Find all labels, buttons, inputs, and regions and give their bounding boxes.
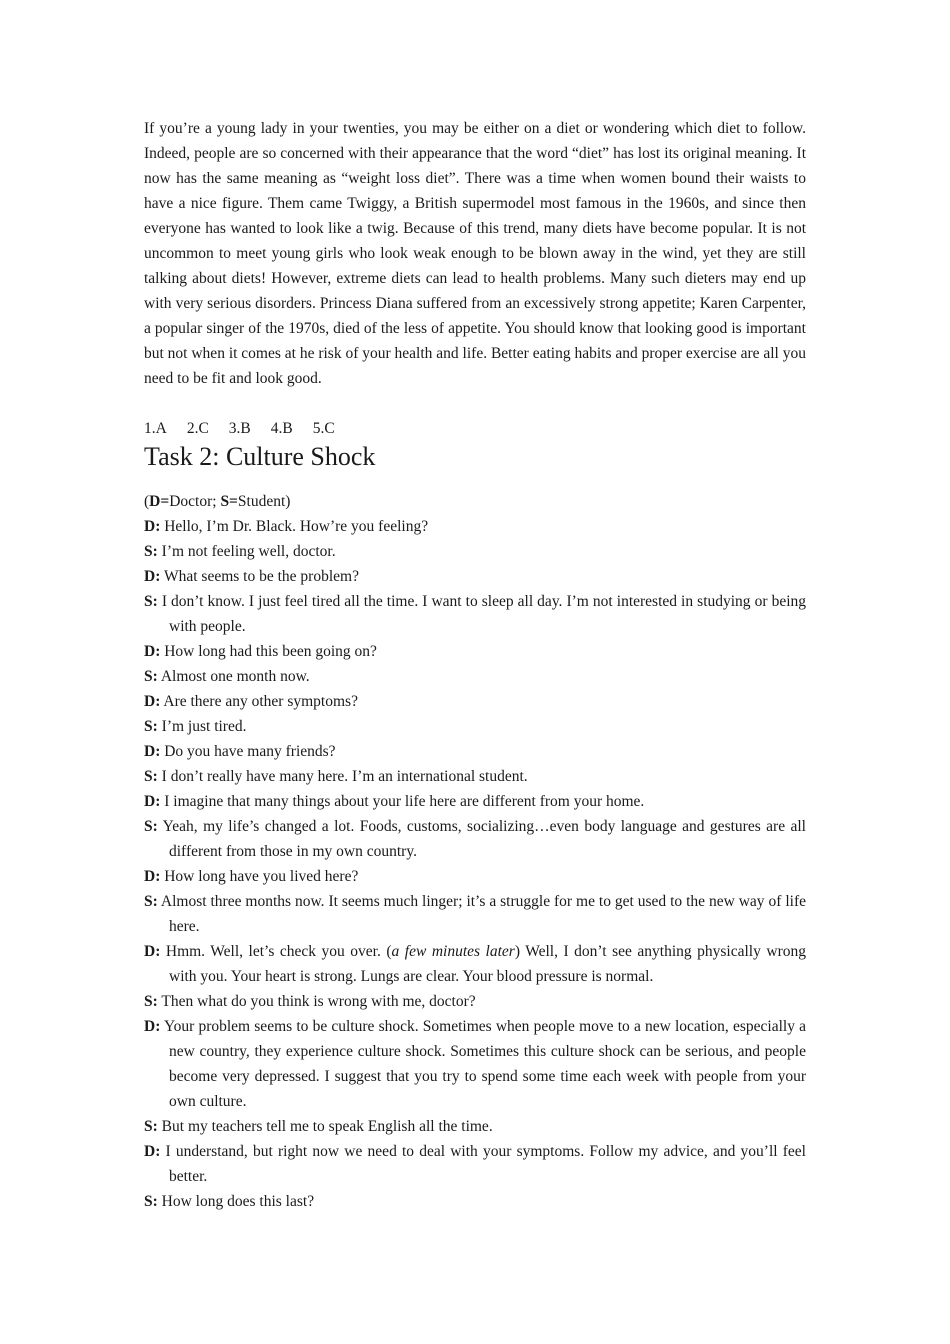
speaker-label: D: (144, 793, 161, 810)
task-heading: Task 2: Culture Shock (144, 442, 376, 471)
dialogue-line: S: I don’t really have many here. I’m an international student. (144, 768, 528, 785)
dialogue-line: S: Then what do you think is wrong with me, doctor? (144, 993, 476, 1010)
speaker-label: D: (144, 568, 161, 585)
dialogue-line: D: Your problem seems to be culture shock. Sometimes when people move to a new location, especially a new country, they experience culture shock. Sometimes this culture shock can be serious, and people become very depressed. I suggest that you try to spend some time each week with people from your own culture. (144, 1018, 806, 1110)
speaker-label: S: (144, 718, 158, 735)
speaker-label: D: (144, 643, 161, 660)
speaker-label: S: (144, 1118, 158, 1135)
dialogue-line: D: I imagine that many things about your life here are different from your home. (144, 793, 645, 810)
answer-key (144, 416, 355, 441)
speaker-label: S: (144, 993, 158, 1010)
dialogue-line: D: Hmm. Well, let’s check you over. (a few minutes later) Well, I don’t see anything physically wrong with you. Your heart is strong. Lungs are clear. Your blood pressure is normal. (144, 943, 806, 985)
answer-1: 1.A (144, 420, 167, 437)
speaker-label: S: (144, 1193, 158, 1210)
speaker-label: S: (144, 593, 158, 610)
speaker-label: S: (144, 893, 158, 910)
dialogue-line: D: Hello, I’m Dr. Black. How’re you feeling? (144, 518, 429, 535)
speaker-label: D: (144, 743, 161, 760)
dialogue-line: D: Do you have many friends? (144, 743, 336, 760)
answer-5: 5.C (312, 420, 335, 437)
dialogue (144, 489, 806, 1214)
dialogue-line: D: I understand, but right now we need to deal with your symptoms. Follow my advice, and you’ll feel better. (144, 1143, 806, 1185)
speaker-label: S: (144, 818, 158, 835)
speaker-label: D: (144, 693, 161, 710)
answer-3: 3.B (228, 420, 251, 437)
speaker-legend: (D=Doctor; S=Student) (144, 493, 291, 510)
speaker-label: S: (144, 668, 158, 685)
dialogue-line: S: I’m just tired. (144, 718, 247, 735)
speaker-label: S: (144, 543, 158, 560)
dialogue-line: S: But my teachers tell me to speak English all the time. (144, 1118, 493, 1135)
dialogue-line: D: How long had this been going on? (144, 643, 377, 660)
answer-2: 2.C (186, 420, 209, 437)
dialogue-line: D: Are there any other symptoms? (144, 693, 358, 710)
diet-passage: If you’re a young lady in your twenties, you may be either on a diet or wondering which diet to follow. Indeed, people are so concerned with their appearance that the word “diet” has lost its original meaning. It now has the same meaning as “weight loss diet”. There was a time when women bound their waists to have a nice figure. Them came Twiggy, a British supermodel most famous in the 1960s, and since then everyone has wanted to look like a twig. Because of this trend, many diets have become popular. It is not uncommon to meet young girls who look weak enough to be blown away in the wind, yet they are still talking about diets! However, extreme diets can lead to health problems. Many such dieters may end up with very serious disorders. Princess Diana suffered from an excessively strong appetite; Karen Carpenter, a popular singer of the 1970s, died of the less of appetite. You should know that looking good is important but not when it comes at he risk of your health and life. Better eating habits and proper exercise are all you need to be fit and look good. (144, 120, 806, 387)
speaker-label: D: (144, 1143, 161, 1160)
dialogue-line: D: What seems to be the problem? (144, 568, 359, 585)
answer-4: 4.B (270, 420, 293, 437)
speaker-label: D: (144, 943, 161, 960)
dialogue-line: S: How long does this last? (144, 1193, 315, 1210)
dialogue-line: S: I’m not feeling well, doctor. (144, 543, 336, 560)
speaker-label: D: (144, 518, 161, 535)
speaker-label: S: (144, 768, 158, 785)
dialogue-line: D: How long have you lived here? (144, 868, 359, 885)
dialogue-line: S: Yeah, my life’s changed a lot. Foods, customs, socializing…even body language and gestures are all different from those in my own country. (144, 818, 806, 860)
dialogue-line: S: Almost three months now. It seems much linger; it’s a struggle for me to get used to the new way of life here. (144, 893, 806, 935)
speaker-label: D: (144, 1018, 161, 1035)
speaker-label: D: (144, 868, 161, 885)
stage-direction: a few minutes later (391, 943, 515, 960)
dialogue-line: S: I don’t know. I just feel tired all the time. I want to sleep all day. I’m not interested in studying or being with people. (144, 593, 806, 635)
dialogue-line: S: Almost one month now. (144, 668, 310, 685)
